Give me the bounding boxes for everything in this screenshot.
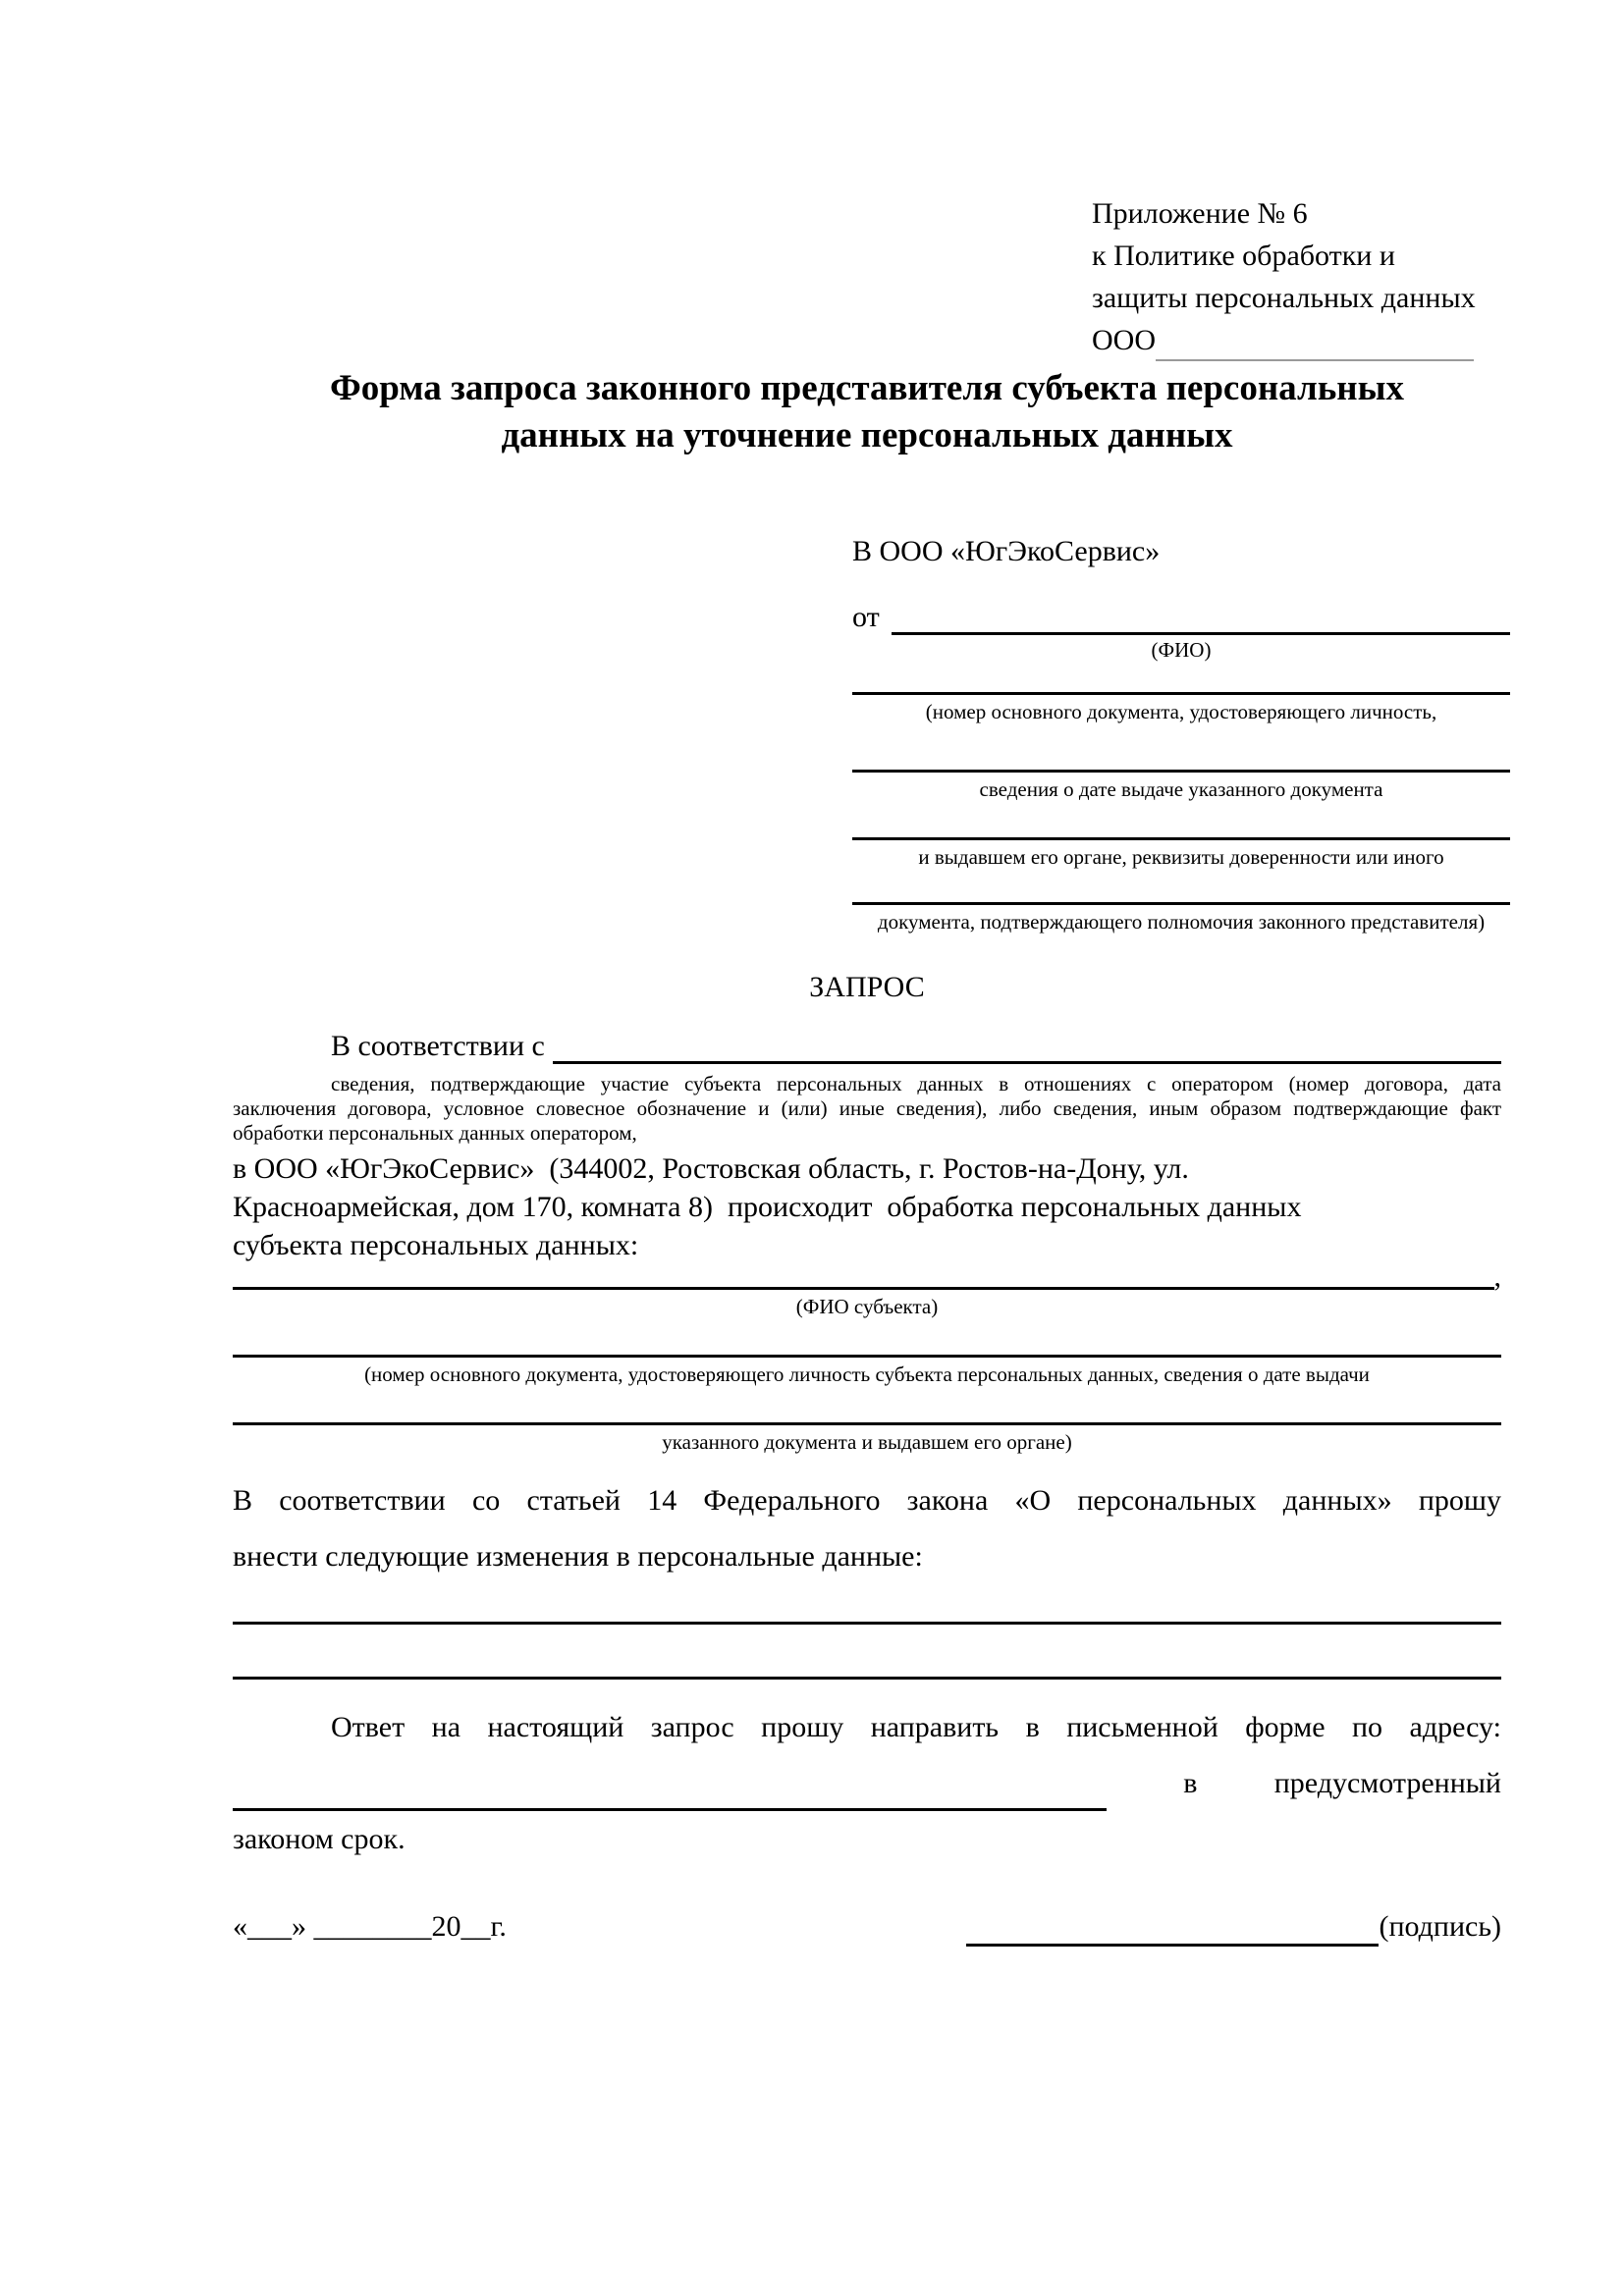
- subject-fio-blank-line: [233, 1261, 1494, 1290]
- reply-word-in: в: [1183, 1767, 1198, 1799]
- blank-line: [852, 902, 1510, 905]
- appendix-ooo-label: ООО: [1092, 324, 1156, 356]
- appendix-line-3: защиты персональных данных: [1092, 282, 1476, 314]
- document-title-line-1: Форма запроса законного представителя субъекта персональных: [329, 368, 1404, 408]
- according-lead: В соответствии с: [331, 1030, 545, 1062]
- rep-doc-field-3: [852, 837, 1510, 870]
- fio-blank-line: [892, 599, 1510, 635]
- rep-doc-caption-3: и выдавшем его органе, реквизиты доверенности или иного: [918, 845, 1444, 869]
- address-blank-line: [233, 1769, 1107, 1811]
- according-row: [233, 1029, 1501, 1064]
- footer-row: [233, 1906, 1501, 1947]
- basis-caption-line-1: сведения, подтверждающие участие субъекта персональных данных в отношениях с оператором (номер договора, дата: [331, 1072, 1501, 1095]
- addressee-block: [852, 534, 1510, 934]
- law-paragraph-line-1: В соответствии со статьей 14 Федерального закона «О персональных данных» прошу: [233, 1484, 1501, 1517]
- request-body: [233, 1029, 1501, 1867]
- reply-word-tail: предусмотренный: [1273, 1767, 1501, 1799]
- from-row: [852, 599, 1510, 635]
- company-name-blank-line: [1156, 326, 1474, 361]
- basis-caption: [233, 1072, 1501, 1146]
- basis-blank-line: [553, 1028, 1501, 1064]
- subject-doc-caption-2: указанного документа и выдавшем его органе): [662, 1430, 1072, 1454]
- from-label: от: [852, 601, 880, 633]
- blank-line: [852, 692, 1510, 695]
- signature-caption: (подпись): [1379, 1910, 1501, 1943]
- document-title: [233, 365, 1501, 459]
- appendix-block: [1092, 192, 1514, 361]
- rep-doc-field-2: [852, 770, 1510, 802]
- operator-line-1: в ООО «ЮгЭкоСервис» (344002, Ростовская область, г. Ростов-на-Дону, ул.: [233, 1152, 1189, 1185]
- reply-address-row: [233, 1755, 1501, 1811]
- blank-line: [852, 837, 1510, 840]
- rep-doc-field-1: [852, 692, 1510, 724]
- appendix-ooo-row: [1092, 319, 1514, 361]
- law-paragraph: [233, 1472, 1501, 1584]
- operator-line-3: субъекта персональных данных:: [233, 1229, 639, 1261]
- subject-fio-caption: (ФИО субъекта): [795, 1295, 939, 1318]
- reply-line-1: Ответ на настоящий запрос прошу направить в письменной форме по адресу:: [331, 1711, 1501, 1743]
- reply-line-3: законом срок.: [233, 1823, 406, 1855]
- basis-caption-line-3: обработки персональных данных оператором,: [233, 1121, 637, 1145]
- operator-paragraph: [233, 1149, 1501, 1264]
- subject-doc-field-2: [233, 1422, 1501, 1455]
- changes-blank-line-2: [233, 1677, 1501, 1680]
- reply-paragraph: [233, 1699, 1501, 1867]
- subject-doc-caption-1: (номер основного документа, удостоверяющего личность субъекта персональных данных, сведения о дате выдачи: [364, 1362, 1370, 1386]
- request-heading: ЗАПРОС: [809, 971, 925, 1003]
- addressee-to: В ООО «ЮгЭкоСервис»: [852, 535, 1161, 567]
- appendix-line-1: Приложение № 6: [1092, 197, 1308, 230]
- appendix-line-2: к Политике обработки и: [1092, 240, 1395, 272]
- subject-fio-row: [233, 1260, 1501, 1293]
- date-blank-text: «___» ________20__г.: [233, 1910, 507, 1943]
- fio-caption: (ФИО): [1151, 638, 1212, 662]
- rep-doc-caption-2: сведения о дате выдаче указанного документа: [979, 777, 1383, 801]
- blank-line: [852, 770, 1510, 773]
- signature-group: [966, 1906, 1501, 1947]
- blank-line: [233, 1355, 1501, 1358]
- changes-blank-line-1: [233, 1622, 1501, 1625]
- rep-doc-caption-4: документа, подтверждающего полномочия законного представителя): [877, 910, 1486, 934]
- operator-line-2: Красноармейская, дом 170, комната 8) происходит обработка персональных данных: [233, 1191, 1302, 1223]
- law-paragraph-line-2: внести следующие изменения в персональные данные:: [233, 1540, 923, 1573]
- signature-blank-line: [966, 1906, 1379, 1947]
- blank-line: [233, 1422, 1501, 1425]
- basis-caption-line-2: заключения договора, условное словесное обозначение и (или) иные сведения), либо сведения, иным образом подтверждающие факт: [233, 1096, 1501, 1120]
- rep-doc-field-4: [852, 902, 1510, 934]
- document-title-line-2: данных на уточнение персональных данных: [501, 415, 1233, 455]
- rep-doc-caption-1: (номер основного документа, удостоверяющего личность,: [925, 700, 1437, 723]
- subject-doc-field-1: [233, 1355, 1501, 1387]
- subject-fio-comma: ,: [1493, 1260, 1501, 1293]
